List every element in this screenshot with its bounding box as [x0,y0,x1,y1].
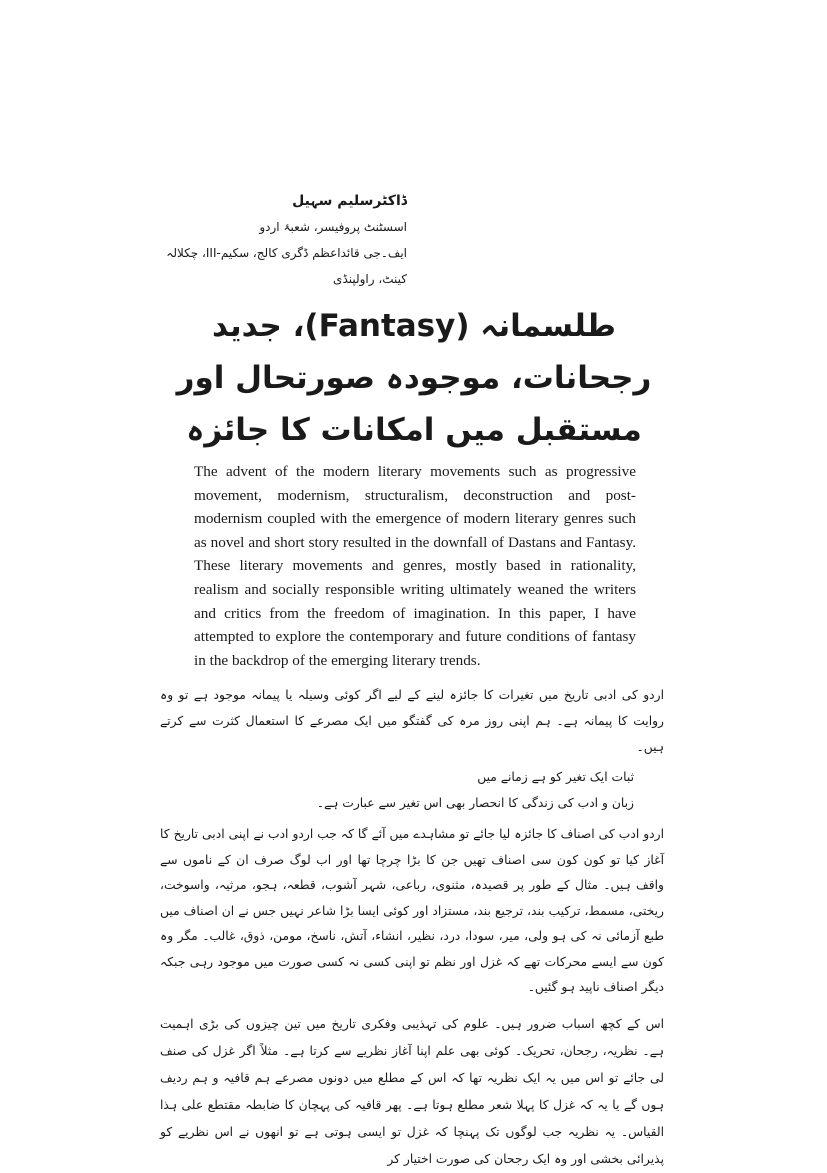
author-designation: اسسٹنٹ پروفیسر، شعبۂ اردو [259,220,407,234]
verse-line-2: زبان و ادب کی زندگی کا انحصار بھی اس تغیر سے عبارت ہے۔ [316,796,634,810]
paper-title: طلسمانہ (Fantasy)، جدید رجحانات، موجودہ صورتحال اور مستقبل میں امکانات کا جائزہ [176,308,652,448]
body-paragraph-1: اردو کی ادبی تاریخ میں تغیرات کا جائزہ لینے کے لیے اگر کوئی وسیلہ یا پیمانہ موجود ہے تو وہ روایت کا پیمانہ ہے۔ ہم اپنی روز مرہ کی گفتگو میں ایک مصرعے کا استعمال کثرت سے کرتے ہیں۔ [160,688,664,754]
english-abstract: The advent of the modern literary movements such as progressive movement, modernism, structuralism, deconstruction and post-modernism coupled with the emergence of modern literary genres such as novel and short story resulted in the downfall of Dastans and Fantasy. These literary movements and genres, mostly based in rationality, realism and socially responsible writing ultimately weaned the writers and critics from the freedom of imagination. In this paper, I have attempted to explore the contemporary and future conditions of fantasy in the backdrop of the emerging literary trends. [194,463,636,669]
author-block [147,188,407,292]
body-paragraph-2: اردو ادب کی اصناف کا جائزہ لیا جائے تو مشاہدے میں آئے گا کہ جب اردو ادب نے اپنی ادبی تاریخ کا آغاز کیا تو کون کون سی اصناف تھیں جن کا بڑا چرچا تھا اور اب لوگ صرف ان کے ناموں سے واقف ہیں۔ مثال کے طور پر قصیدہ، مثنوی، رباعی، شہر آشوب، قطعہ، ہجو، مرثیہ، واسوخت، ریختی، مسمط، ترکیب بند، ترجیع بند، مستزاد اور کوئی ایسا بڑا شاعر نہیں جس نے ان اصناف میں طبع آزمائی نہ کی ہو ولی، میر، سودا، درد، نظیر، انشاء، آتش، ناسخ، مومن، ذوق، غالب۔ مگر وہ کون سے ایسے محرکات تھے کہ غزل اور نظم تو اپنی کسی نہ کسی صورت میں موجود رہی جبکہ دیگر اصناف ناپید ہو گئیں۔ [160,827,664,994]
author-institution: ایف۔جی قائداعظم ڈگری کالج، سکیم-III، چکلالہ کینٹ، راولپنڈی [166,246,407,286]
verse-line-1: ثبات ایک تغیر کو ہے زمانے میں [477,770,634,784]
body-paragraph-3: اس کے کچھ اسباب ضرور ہیں۔ علوم کی تہذیبی وفکری تاریخ میں تین چیزوں کی بڑی اہمیت ہے۔ نظریہ، رجحان، تحریک۔ کوئی بھی علم اپنا آغاز نظریے سے کرتا ہے۔ مثلاً اگر غزل کی صنف لی جائے تو اس میں یہ ایک نظریہ تھا کہ اس کے مطلع میں دونوں مصرعے ہم قافیہ و ہم ردیف ہوں گے یا یہ کہ غزل کا پہلا شعر مطلع ہوتا ہے۔ پھر قافیہ کی پہچان کا ضابطہ مقتطع علی ہذا القیاس۔ یہ نظریہ جب لوگوں تک پہنچا کہ غزل تو ایسی ہوتی ہے تو انھوں نے اس نظریے کو پذیرائی بخشی اور وہ ایک رجحان کی صورت اختیار کر [160,1017,664,1166]
author-name: ڈاکٹرسلیم سہیل [292,193,407,209]
